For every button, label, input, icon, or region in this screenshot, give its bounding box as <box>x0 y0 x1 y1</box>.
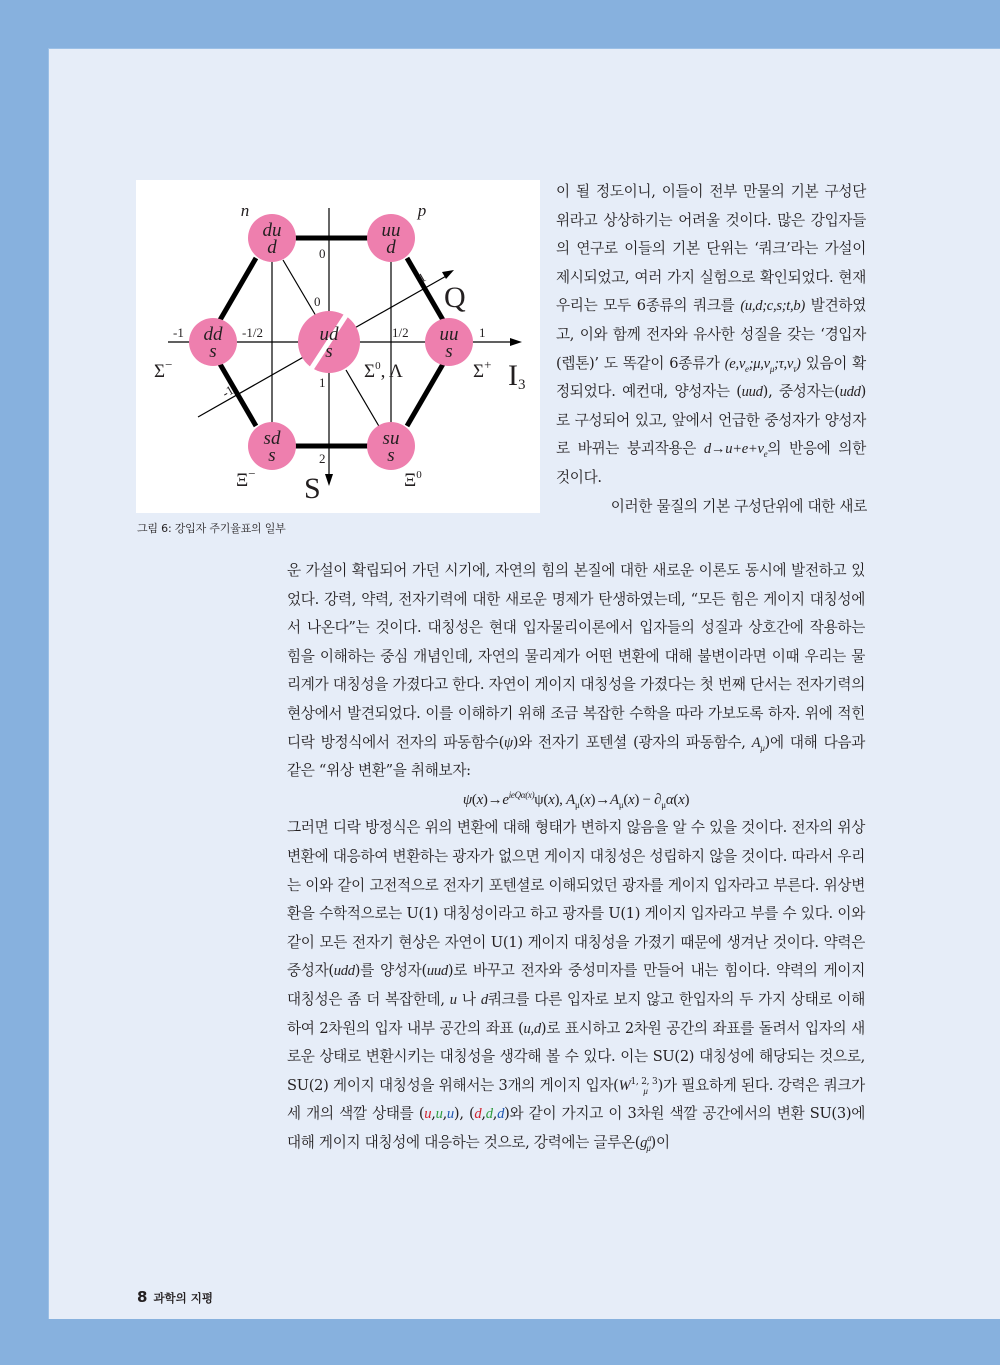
paragraph-quark-intro: 이 될 정도이니, 이들이 전부 만물의 기본 구성단위라고 상상하기는 어려울 것이다. 많은 강입자들의 연구로 이들의 기본 단위는 ‘쿼크’라는 가설이 제시되었고, 여러 가지 실험으로 확인되었다. 현재 우리는 모두 6종류의 쿼크를 (u,d;c,s;t,b) 발견하였고, 이와 함께 전자와 유사한 성질을 갖는 ‘경입자(렙톤)’ 도 똑같이 6종류가 $(e,\nu_e;\mu,\nu_\mu;\tau,\nu_\tau)$ 있음이 확정되었다. 예컨대, 양성자는 (uud), 중성자는(udd)로 구성되어 있고, 앞에서 언급한 중성자가 양성자로 바뀌는 붕괴작용은 $d\to u+e+\nu_e$의 반응에 의한 것이다. <box>556 183 867 486</box>
svg-text:2: 2 <box>319 451 326 466</box>
svg-text:uu: uu <box>381 220 401 241</box>
svg-text:sd: sd <box>263 428 281 449</box>
svg-text:s: s <box>387 445 395 466</box>
page-number: 8 <box>137 1288 148 1306</box>
svg-text:dd: dd <box>203 324 223 345</box>
svg-text:d: d <box>386 237 396 258</box>
svg-text:uu: uu <box>439 324 459 345</box>
phase-transformation-equation: $\psi(x)\to e^{ieQ\alpha(x)}\psi(x)$, $A_\mu(x)\to A_\mu(x) - \partial_\mu\alpha(x)$ <box>462 789 690 810</box>
svg-text:I3: I3 <box>508 359 526 393</box>
svg-text:Σ−: Σ− <box>154 357 173 382</box>
svg-text:s: s <box>209 341 217 362</box>
svg-text:d: d <box>267 237 277 258</box>
svg-text:p: p <box>417 201 427 220</box>
svg-text:0: 0 <box>319 246 326 261</box>
svg-text:1: 1 <box>319 375 326 390</box>
svg-text:su: su <box>382 428 400 449</box>
main-body-text <box>287 557 865 1157</box>
paragraph-u1-su2-su3: 그러면 디락 방정식은 위의 변환에 대해 형태가 변하지 않음을 알 수 있을 것이다. 전자의 위상변환에 대응하여 변환하는 광자가 없으면 게이지 대칭성은 성립하지 않을 것이다. 따라서 우리는 이와 같이 고전적으로 전자기 포텐셜로 이해되었던 광자를 게이지 입자라고 부른다. 위상변환을 수학적으로는 U(1) 대칭성이라고 하고 광자를 U(1) 게이지 입자라고 부를 수 있다. 이와 같이 모든 전자기 현상은 자연이 U(1) 게이지 대칭성을 가졌기 때문에 생겨난 것이다. 약력은 중성자(udd)를 양성자(uud)로 바꾸고 전자와 중성미자를 만들어 내는 힘이다. 약력의 게이지 대칭성은 좀 더 복잡한데, u 나 d쿼크를 다른 입자로 보지 않고 한입자의 두 가지 상태로 이해하여 2차원의 입자 내부 공간의 좌표 (u,d)로 표시하고 2차원 공간의 좌표를 돌려서 입자의 새로운 상태로 변환시키는 대칭성을 생각해 볼 수 있다. 이는 SU(2) 대칭성에 해당되는 것으로, SU(2) 게이지 대칭성을 위해서는 3개의 게이지 입자($W^{1, 2, 3}_\mu$ )가 필요하게 된다. 강력은 쿼크가 세 개의 색깔 상태를 (u,u,u), (d,d,d)와 같이 가지고 이 3차원 색깔 공간에서의 변환 SU(3)에 대해 게이지 대칭성에 대응하는 것으로, 강력에는 글루온$(g^a_\mu)$이 <box>287 819 866 1153</box>
svg-text:-1: -1 <box>219 382 237 401</box>
paragraph-2-first-line: 이러한 물질의 기본 구성단위에 대한 새로 <box>610 497 867 515</box>
svg-text:1: 1 <box>479 325 486 340</box>
svg-text:Ξ−: Ξ− <box>236 466 256 491</box>
svg-text:S: S <box>304 472 321 505</box>
svg-text:s: s <box>445 341 453 362</box>
paragraph-gauge-symmetry: 운 가설이 확립되어 가던 시기에, 자연의 힘의 본질에 대한 새로운 이론도 동시에 발전하고 있었다. 강력, 약력, 전자기력에 대한 새로운 명제가 탄생하였는데, “모든 힘은 게이지 대칭성에서 나온다”는 것이다. 대칭성은 현대 입자물리이론에서 입자들의 성질과 상호간에 작용하는 힘을 이해하는 중심 개념인데, 자연의 물리계가 어떤 변환에 대해 불변이라면 이때 우리는 물리계가 대칭성을 가졌다고 한다. 자연이 게이지 대칭성을 가졌다는 첫 번째 단서는 전자기력의 현상에서 발견되었다. 이를 이해하기 위해 조금 복잡한 수학을 따라 가보도록 하자. 위에 적힌 디락 방정식에서 전자의 파동함수(ψ)와 전자기 포텐셜 (광자의 파동함수, $A_\mu$)에 대해 다음과 같은 “위상 변환”을 취해보자: <box>287 562 865 780</box>
svg-text:n: n <box>240 201 250 220</box>
svg-text:Ξ0: $\Xi^0$ <box>404 469 422 491</box>
svg-text:0: 0 <box>314 294 321 309</box>
svg-text:-1: -1 <box>173 325 184 340</box>
svg-text:1: 1 <box>415 269 429 286</box>
svg-text:Σ+: Σ+ <box>473 357 492 382</box>
lepton-list: $(e,\nu_e;\mu,\nu_\mu;\tau,\nu_\tau)$ <box>724 355 801 374</box>
svg-text:s: s <box>325 341 333 362</box>
svg-text:1/2: 1/2 <box>392 325 409 340</box>
eightfold-way-diagram <box>136 180 540 513</box>
svg-text:Σ0, Λ: $\Sigma^0$, Λ <box>364 360 403 382</box>
figure-caption: 그림 6: 강입자 주기율표의 일부 <box>137 522 286 535</box>
page-footer <box>137 1288 213 1306</box>
right-column-text <box>556 178 866 521</box>
quark-list: (u,d;c,s;t,b) <box>740 298 805 315</box>
svg-text:du: du <box>262 220 282 241</box>
publication-title: 과학의 지평 <box>153 1291 213 1305</box>
decay-equation: $d\to u+e+\nu_e$ <box>703 441 768 460</box>
hadron-octet-figure <box>136 180 540 513</box>
svg-text:ud: ud <box>319 324 339 345</box>
svg-text:s: s <box>268 445 276 466</box>
svg-text:Q: Q <box>444 281 466 314</box>
svg-text:-1/2: -1/2 <box>242 325 263 340</box>
